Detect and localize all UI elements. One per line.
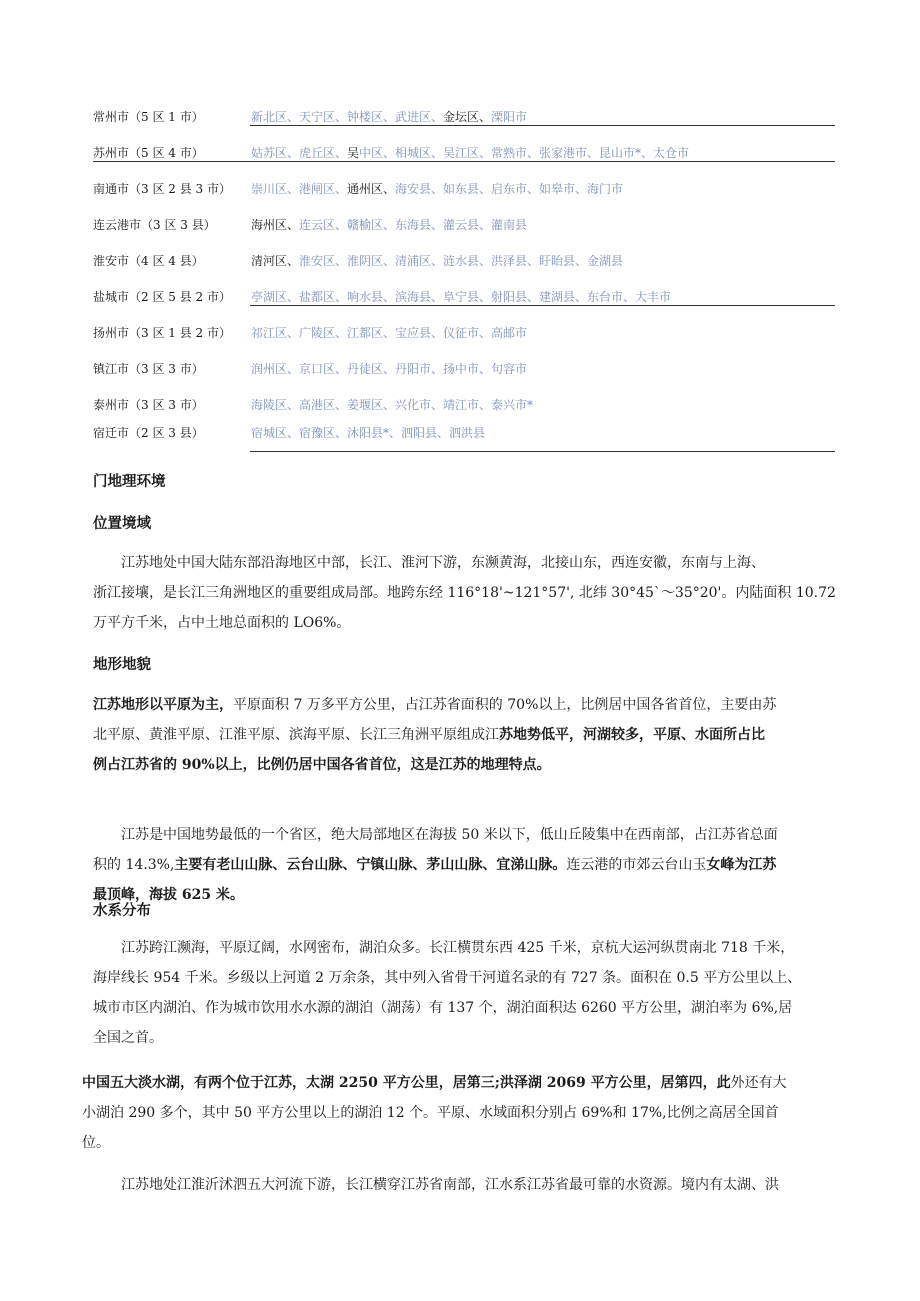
paragraph-water-2 — [82, 1068, 837, 1158]
text-line — [93, 993, 835, 1023]
bold-text: 苏地势低平，河湖较多，平原、水面所占比 — [499, 727, 765, 743]
district-list — [251, 250, 835, 272]
row-divider — [250, 451, 835, 452]
paragraph-terrain-2 — [93, 820, 835, 910]
district-text: 崇川区、港闸区、 — [251, 182, 348, 196]
text-line — [93, 880, 835, 910]
text-line — [93, 820, 835, 850]
district-text: 润州区、京口区、丹徒区、丹阳市、扬中市、句容市 — [251, 362, 528, 376]
text-line — [93, 933, 835, 963]
text-run: 万平方千米，占中土地总面积的 LO6%。 — [93, 615, 351, 631]
section-heading-location: 位置境域 — [93, 515, 151, 532]
text-line — [93, 690, 835, 720]
city-name: 苏州市（5 区 4 市） — [93, 146, 204, 160]
district-text: 海安县、如东县、启东市、如皋市、海门市 — [395, 182, 624, 196]
text-run: 城市市区内湖泊、作为城市饮用水水源的湖泊（湖荡）有 137 个，湖泊面积达 6260 平方公里，湖泊率为 6%,居 — [93, 1000, 793, 1016]
row-divider — [250, 125, 835, 126]
text-run: 江苏地处江淮沂沭泗五大河流下游，长江横穿江苏省南部，江水系江苏省最可靠的水资源。境内有太湖、洪 — [121, 1177, 779, 1193]
admin-row — [93, 358, 835, 380]
text-run: 积的 14.3%, — [93, 857, 175, 873]
city-name: 镇江市（3 区 3 市） — [93, 362, 204, 376]
text-run: 海岸线长 954 千米。乡级以上河道 2 万余条，其中列入省骨干河道名录的有 727 条。面积在 0.5 平方公里以上、 — [93, 970, 802, 986]
district-list — [251, 214, 835, 236]
section-heading-terrain: 地形地貌 — [93, 656, 151, 673]
district-text: 宿城区、宿豫区、沐阳县*、泗阳县、泗洪县 — [251, 426, 486, 440]
text-line — [82, 1068, 837, 1098]
text-line — [93, 750, 835, 780]
text-run: 北平原、黄淮平原、江淮平原、滨海平原、长江三角洲平原组成江 — [93, 727, 499, 743]
row-divider — [250, 305, 835, 306]
admin-row — [93, 250, 835, 272]
district-list — [251, 358, 835, 380]
bold-text: 最顶峰，海拔 625 米。 — [93, 887, 244, 903]
text-run: 全国之首。 — [93, 1030, 163, 1046]
bold-text: 江苏地形以平原为主， — [93, 697, 233, 713]
city-name: 扬州市（3 区 1 县 2 市） — [93, 326, 231, 340]
district-list — [251, 322, 835, 344]
text-line — [93, 1170, 838, 1200]
city-name: 宿迁市（2 区 3 县） — [93, 426, 204, 440]
row-divider — [93, 161, 835, 162]
district-text: 祁江区、广陵区、江都区、宝应县、仪征市、高邮市 — [251, 326, 528, 340]
text-run: 江苏跨江濒海，平原辽阔，水网密布，湖泊众多。长江横贯东西 425 千米，京杭大运河纵贯南北 718 千米， — [121, 940, 795, 956]
text-run: 位。 — [82, 1135, 110, 1151]
text-line — [93, 1023, 835, 1053]
district-text: 海陵区、高港区、姜堰区、兴化市、靖江市、泰兴市* — [251, 398, 534, 412]
district-text: 姑苏区、虎丘区、 — [251, 146, 348, 160]
text-run: 浙江接壤，是长江三角洲地区的重要组成局部。地跨东经 116°18'~121°57', 北纬 30°45`～35°20'。内陆面积 10.72 — [93, 585, 836, 601]
text-line — [93, 578, 835, 608]
district-text: 连云区、赣榆区、东海县、灌云县、灌南县 — [299, 218, 528, 232]
district-list — [251, 394, 835, 416]
text-run: 江苏地处中国大陆东部沿海地区中部，长江、淮河下游，东濒黄海，北接山东，西连安徽，东南与上海、 — [121, 555, 765, 571]
text-line — [82, 1098, 837, 1128]
admin-row — [93, 322, 835, 344]
admin-row — [93, 214, 835, 236]
text-run: 小湖泊 290 多个，其中 50 平方公里以上的湖泊 12 个。平原、水域面积分别占 69%和 17%,比例之高居全国首 — [82, 1105, 779, 1121]
text-line — [93, 720, 835, 750]
district-text: 金坛区、 — [443, 110, 492, 124]
district-text: 淮安区、淮阴区、清浦区、涟水县、洪泽县、盱眙县、金湖县 — [299, 254, 624, 268]
text-run: 江苏是中国地势最低的一个省区，绝大局部地区在海拔 50 米以下，低山丘陵集中在西南部，占江苏省总面 — [121, 827, 778, 843]
admin-row — [93, 422, 835, 444]
text-line — [93, 963, 835, 993]
district-text: 清河区、 — [251, 254, 300, 268]
bold-text: 例占江苏省的 90%以上，比例仍居中国各省首位，这是江苏的地理特点。 — [93, 757, 551, 773]
section-heading-geo-env: 门地理环境 — [93, 473, 166, 490]
admin-row — [93, 394, 835, 416]
text-run: 外还有大 — [730, 1075, 787, 1091]
city-name: 泰州市（3 区 3 市） — [93, 398, 204, 412]
district-text: 吴 — [347, 146, 360, 160]
text-line — [93, 850, 835, 880]
text-run: 平原面积 7 万多平方公里，占江苏省面积的 70%以上，比例居中国各省首位，主要由苏 — [233, 697, 777, 713]
city-name: 常州市（5 区 1 市） — [93, 110, 204, 124]
paragraph-location — [93, 548, 835, 638]
paragraph-terrain-1 — [93, 690, 835, 780]
city-name: 连云港市（3 区 3 县） — [93, 218, 216, 232]
district-text: 海州区、 — [251, 218, 300, 232]
district-text: 通州区、 — [347, 182, 396, 196]
district-text: 亭湖区、盐都区、响水县、滨海县、阜宁县、射阳县、建湖县、东台市、大丰市 — [251, 290, 672, 304]
text-line — [93, 548, 835, 578]
district-text: 溧阳市 — [491, 110, 528, 124]
admin-row — [93, 178, 835, 200]
text-line — [82, 1128, 837, 1158]
bold-text: 主要有老山山脉、云台山脉、宁镇山脉、茅山山脉、宜涕山脉。 — [174, 857, 567, 873]
text-line — [93, 608, 835, 638]
paragraph-water-3 — [93, 1170, 838, 1200]
bold-text: 女峰为江苏 — [706, 857, 777, 873]
district-text: 新北区、天宁区、钟楼区、武进区、 — [251, 110, 444, 124]
city-name: 南通市（3 区 2 县 3 市） — [93, 182, 231, 196]
section-heading-water: 水系分布 — [93, 902, 151, 919]
text-run: 连云港的市郊云台山玉 — [566, 857, 707, 873]
district-list — [251, 422, 835, 444]
district-list — [251, 178, 835, 200]
bold-text: 中国五大淡水湖，有两个位于江苏，太湖 2250 平方公里，居第三;洪泽湖 2069 平方公里，居第四，此 — [82, 1075, 731, 1091]
city-name: 淮安市（4 区 4 县） — [93, 254, 204, 268]
city-name: 盐城市（2 区 5 县 2 市） — [93, 290, 231, 304]
paragraph-water-1 — [93, 933, 835, 1053]
district-text: 中区、相城区、吴江区、常熟市、张家港市、昆山市*、太仓市 — [359, 146, 690, 160]
